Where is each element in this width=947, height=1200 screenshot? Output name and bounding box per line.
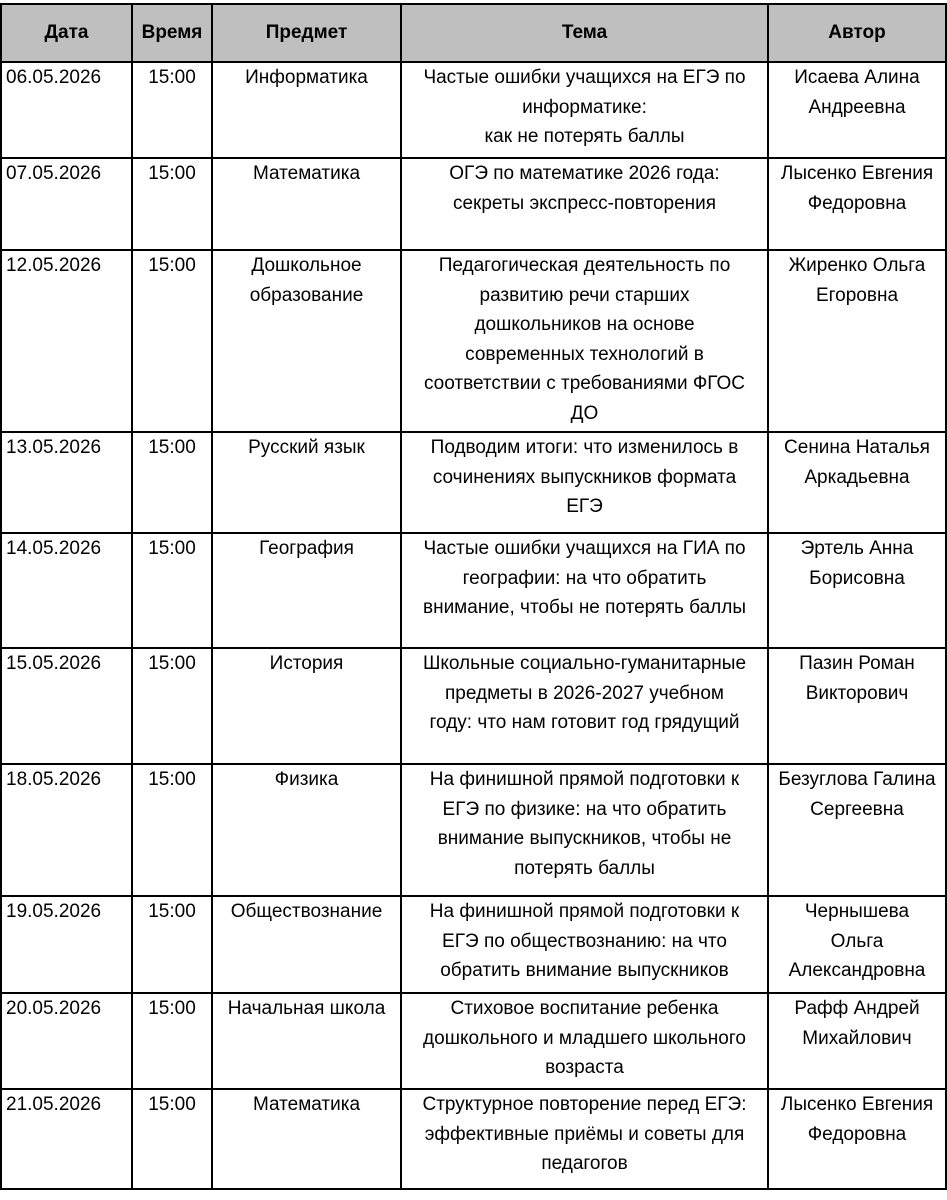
author-text: Лысенко Евгения Федоровна	[780, 163, 934, 214]
table-row	[1, 896, 946, 993]
cell-topic	[401, 993, 768, 1089]
cell-time: 15:00	[132, 432, 212, 533]
cell-author	[768, 533, 946, 648]
subject-text: География	[259, 538, 354, 559]
cell-date: 21.05.2026	[1, 1089, 132, 1189]
cell-topic	[401, 896, 768, 993]
cell-date: 18.05.2026	[1, 764, 132, 896]
cell-topic	[401, 648, 768, 764]
header-time: Время	[132, 4, 212, 62]
subject-text: Математика	[252, 1094, 361, 1115]
cell-subject	[212, 764, 401, 896]
subject-text: Начальная школа	[227, 998, 386, 1019]
cell-author	[768, 432, 946, 533]
subject-text: Математика	[252, 163, 361, 184]
topic-text: На финишной прямой подготовки к ЕГЭ по обществознанию: на что обратить внимание выпускников	[429, 901, 740, 982]
cell-topic	[401, 533, 768, 648]
table-row	[1, 993, 946, 1089]
cell-time: 15:00	[132, 1089, 212, 1189]
cell-date: 07.05.2026	[1, 158, 132, 250]
cell-topic	[401, 764, 768, 896]
cell-topic	[401, 1089, 768, 1189]
author-text: Пазин Роман Викторович	[799, 653, 915, 704]
author-text: Чернышева Ольга Александровна	[788, 901, 926, 982]
topic-text: Педагогическая деятельность по развитию речи старших дошкольников на основе современных технологий в соответствии с требованиями ФГОС ДО	[423, 255, 746, 424]
header-date: Дата	[1, 4, 132, 62]
subject-text: Обществознание	[230, 901, 383, 922]
cell-author	[768, 648, 946, 764]
cell-author	[768, 896, 946, 993]
topic-text: Стиховое воспитание ребенка дошкольного и младшего школьного возраста	[423, 998, 746, 1079]
subject-text: История	[269, 653, 344, 674]
cell-date: 20.05.2026	[1, 993, 132, 1089]
webinar-schedule-table	[0, 3, 947, 1190]
cell-date: 12.05.2026	[1, 250, 132, 432]
cell-time: 15:00	[132, 62, 212, 158]
cell-time: 15:00	[132, 764, 212, 896]
cell-author	[768, 158, 946, 250]
cell-date: 15.05.2026	[1, 648, 132, 764]
cell-subject	[212, 533, 401, 648]
topic-text: Частые ошибки учащихся на ЕГЭ по информатике: как не потерять баллы	[423, 67, 746, 148]
topic-text: Частые ошибки учащихся на ГИА по географии: на что обратить внимание, чтобы не потерять баллы	[422, 538, 747, 619]
topic-text: На финишной прямой подготовки к ЕГЭ по физике: на что обратить внимание выпускников, чтобы не потерять баллы	[429, 769, 740, 879]
table-header-row	[1, 4, 946, 62]
table-row	[1, 62, 946, 158]
author-text: Лысенко Евгения Федоровна	[780, 1094, 934, 1145]
cell-subject	[212, 432, 401, 533]
table-row	[1, 1089, 946, 1189]
cell-subject	[212, 62, 401, 158]
author-text: Исаева Алина Андреевна	[794, 67, 920, 118]
cell-topic	[401, 250, 768, 432]
cell-topic	[401, 432, 768, 533]
cell-date: 13.05.2026	[1, 432, 132, 533]
table-row	[1, 533, 946, 648]
cell-author	[768, 993, 946, 1089]
cell-subject	[212, 896, 401, 993]
topic-text: Школьные социально-гуманитарные предметы в 2026-2027 учебном году: что нам готовит год грядущий	[422, 653, 747, 734]
topic-text: ОГЭ по математике 2026 года: секреты экспресс-повторения	[449, 163, 720, 214]
author-text: Сенина Наталья Аркадьевна	[784, 437, 930, 488]
cell-topic	[401, 62, 768, 158]
author-text: Рафф Андрей Михайлович	[794, 998, 920, 1049]
cell-topic	[401, 158, 768, 250]
table-row	[1, 158, 946, 250]
cell-time: 15:00	[132, 158, 212, 250]
cell-author	[768, 1089, 946, 1189]
cell-time: 15:00	[132, 993, 212, 1089]
table-row	[1, 648, 946, 764]
author-text: Жиренко Ольга Егоровна	[788, 255, 926, 306]
subject-text: Физика	[274, 769, 339, 790]
cell-author	[768, 764, 946, 896]
cell-subject	[212, 648, 401, 764]
subject-text: Информатика	[245, 67, 368, 88]
cell-subject	[212, 250, 401, 432]
header-topic: Тема	[401, 4, 768, 62]
author-text: Эртель Анна Борисовна	[800, 538, 914, 589]
cell-subject	[212, 1089, 401, 1189]
cell-author	[768, 62, 946, 158]
topic-text: Структурное повторение перед ЕГЭ: эффективные приёмы и советы для педагогов	[422, 1094, 747, 1175]
header-subject: Предмет	[212, 4, 401, 62]
cell-subject	[212, 993, 401, 1089]
table-row	[1, 432, 946, 533]
cell-time: 15:00	[132, 533, 212, 648]
cell-date: 14.05.2026	[1, 533, 132, 648]
table-row	[1, 250, 946, 432]
cell-time: 15:00	[132, 250, 212, 432]
cell-subject	[212, 158, 401, 250]
subject-text: Русский язык	[248, 437, 365, 458]
topic-text: Подводим итоги: что изменилось в сочинениях выпускников формата ЕГЭ	[430, 437, 739, 518]
cell-time: 15:00	[132, 896, 212, 993]
header-author: Автор	[768, 4, 946, 62]
cell-author	[768, 250, 946, 432]
subject-text: Дошкольное образование	[249, 255, 364, 306]
cell-time: 15:00	[132, 648, 212, 764]
cell-date: 19.05.2026	[1, 896, 132, 993]
author-text: Безуглова Галина Сергеевна	[778, 769, 936, 820]
table-row	[1, 764, 946, 896]
cell-date: 06.05.2026	[1, 62, 132, 158]
